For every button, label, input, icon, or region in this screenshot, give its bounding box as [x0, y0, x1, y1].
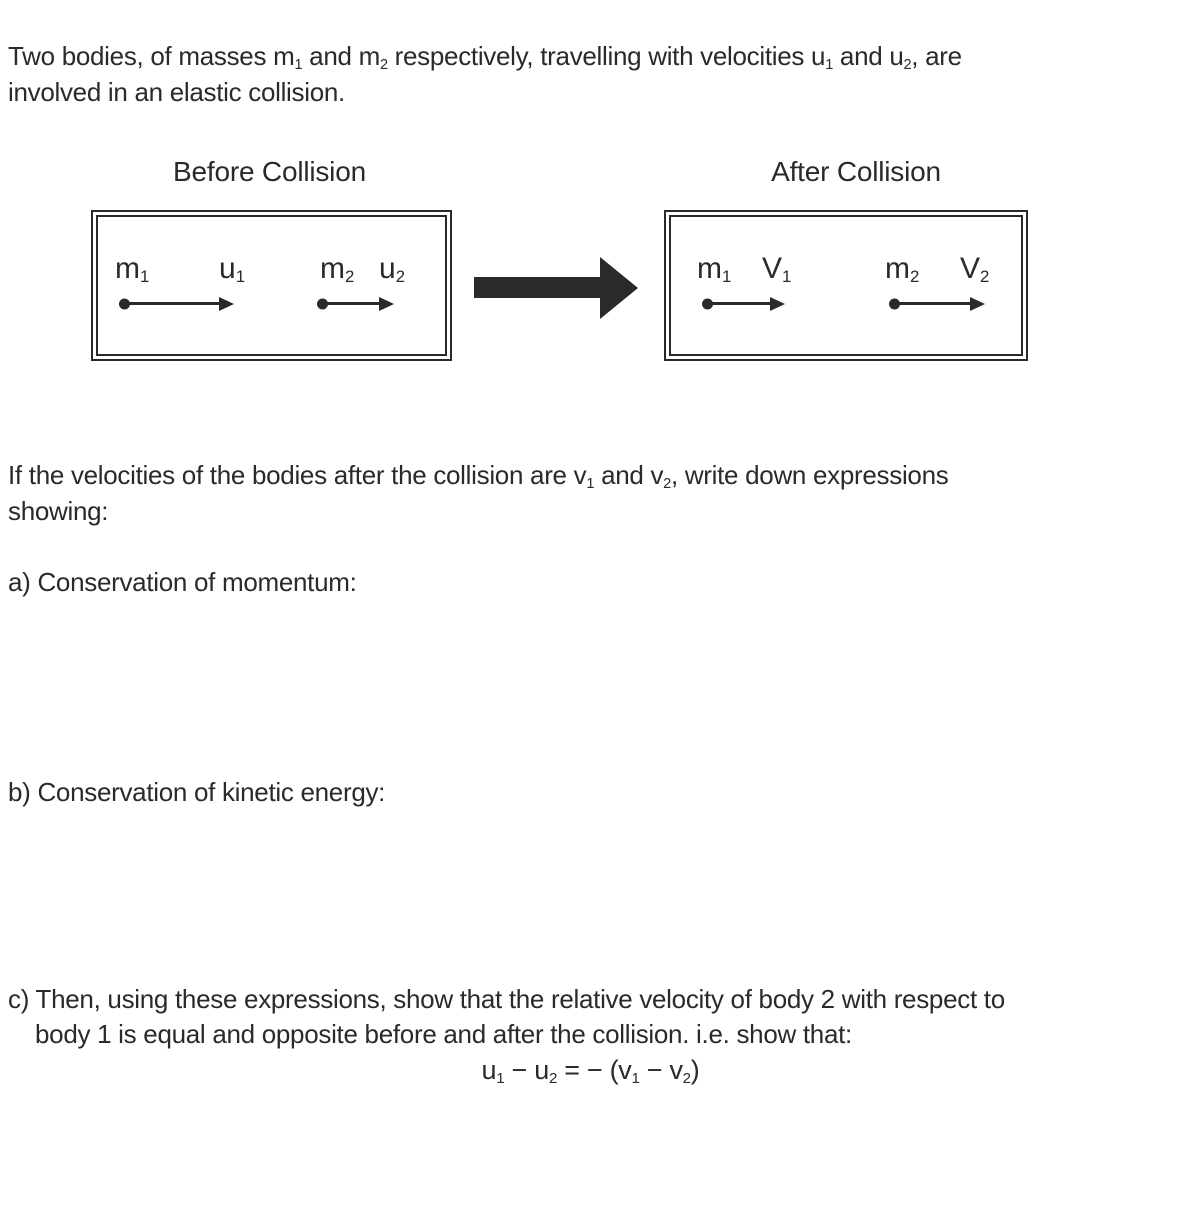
mass-label: $m_1$ [115, 252, 150, 287]
mass-label: $m_2$ [320, 252, 355, 287]
body-dot-icon [119, 298, 130, 309]
question-line-1: If the velocities of the bodies after the collision are $v_1$ and $v_2$, write down expressions [8, 460, 949, 492]
part-b-label: b) Conservation of kinetic energy: [8, 777, 386, 807]
part-a-label: a) Conservation of momentum: [8, 567, 357, 597]
velocity-arrow [705, 302, 771, 305]
body-dot-icon [889, 298, 900, 309]
before-collision-box [91, 210, 452, 361]
velocity-label: $u_1$ [219, 252, 246, 287]
velocity-label: $V_1$ [762, 252, 792, 287]
mass-label: $m_2$ [885, 252, 920, 287]
body-dot-icon [702, 298, 713, 309]
right-arrow-icon [474, 277, 600, 298]
velocity-arrow [320, 302, 380, 305]
velocity-arrow [122, 302, 220, 305]
question-line-2: showing: [8, 496, 109, 526]
velocity-label: $V_2$ [960, 252, 990, 287]
part-c-line-1: c) Then, using these expressions, show that the relative velocity of body 2 with respect to [8, 984, 1005, 1014]
mass-label: $m_1$ [697, 252, 732, 287]
intro-paragraph [8, 38, 962, 110]
after-collision-box [664, 210, 1028, 361]
velocity-label: $u_2$ [379, 252, 406, 287]
question-paragraph [8, 457, 948, 529]
after-collision-title: After Collision [771, 156, 941, 187]
part-c-line-2: body 1 is equal and opposite before and after the collision. i.e. show that: [35, 1019, 852, 1049]
body-dot-icon [317, 298, 328, 309]
velocity-arrow [892, 302, 971, 305]
intro-line-2: involved in an elastic collision. [8, 77, 345, 107]
intro-line-1: Two bodies, of masses $m_1$ and $m_2$ respectively, travelling with velocities $u_1$ and $u_2$, are [8, 41, 962, 73]
before-collision-title: Before Collision [173, 156, 366, 187]
relative-velocity-equation: $u_1 - u_2$ = − $(v_1 - v_2)$ [481, 1055, 700, 1087]
